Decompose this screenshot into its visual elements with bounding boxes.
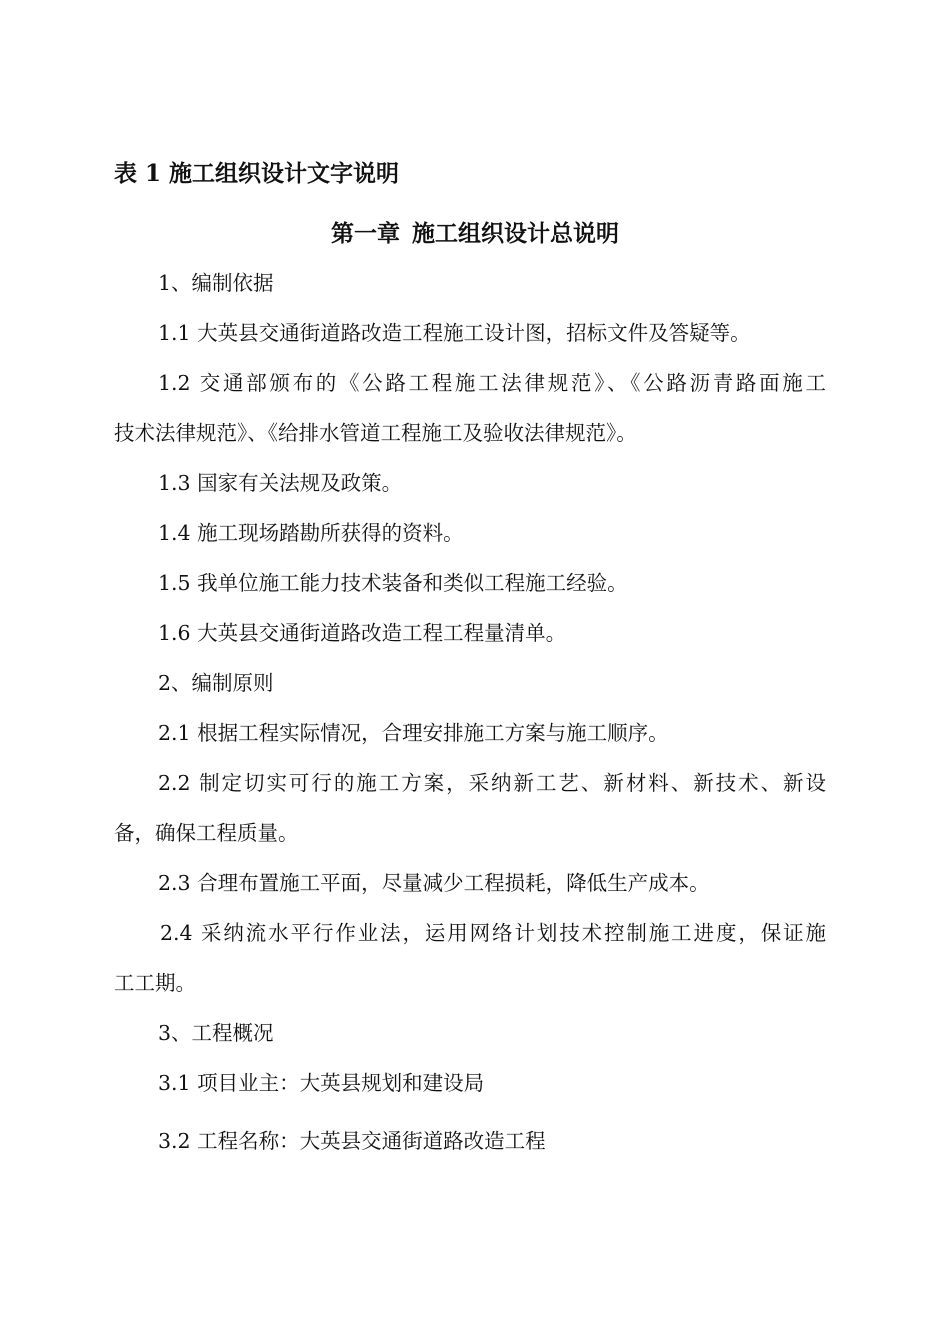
paragraph-1-3: 1.3 国家有关法规及政策。 — [158, 471, 403, 495]
paragraph-2-1: 2.1 根据工程实际情况，合理安排施工方案与施工顺序。 — [158, 721, 669, 745]
paragraph-1-2-continued: 技术法律规范》、《给排水管道工程施工及验收法律规范》。 — [114, 421, 637, 445]
paragraph-2-4-continued: 工工期。 — [114, 971, 196, 995]
paragraph-2-4: 2.4 采纳流水平行作业法，运用网络计划技术控制施工进度，保证施 — [160, 921, 826, 945]
paragraph-3-2: 3.2 工程名称：大英县交通街道路改造工程 — [158, 1129, 546, 1153]
paragraph-1-6: 1.6 大英县交通街道路改造工程工程量清单。 — [158, 621, 567, 645]
section-heading-basis: 1、编制依据 — [158, 271, 274, 295]
table-title: 表 1 施工组织设计文字说明 — [114, 160, 400, 187]
paragraph-1-1: 1.1 大英县交通街道路改造工程施工设计图，招标文件及答疑等。 — [158, 321, 751, 345]
paragraph-3-1: 3.1 项目业主：大英县规划和建设局 — [158, 1071, 485, 1095]
paragraph-2-3: 2.3 合理布置施工平面，尽量减少工程损耗，降低生产成本。 — [158, 871, 710, 895]
paragraph-1-5: 1.5 我单位施工能力技术装备和类似工程施工经验。 — [158, 571, 628, 595]
chapter-title — [0, 218, 950, 250]
paragraph-1-2: 1.2 交通部颁布的《公路工程施工法律规范》、《公路沥青路面施工 — [158, 371, 826, 395]
section-heading-principles: 2、编制原则 — [158, 671, 274, 695]
section-heading-overview: 3、工程概况 — [158, 1021, 274, 1045]
paragraph-2-2-continued: 备，确保工程质量。 — [114, 821, 299, 845]
chapter-number: 第一章 — [331, 220, 400, 247]
chapter-name: 施工组织设计总说明 — [412, 220, 619, 247]
paragraph-1-4: 1.4 施工现场踏勘所获得的资料。 — [158, 521, 464, 545]
paragraph-2-2: 2.2 制定切实可行的施工方案，采纳新工艺、新材料、新技术、新设 — [158, 771, 826, 795]
